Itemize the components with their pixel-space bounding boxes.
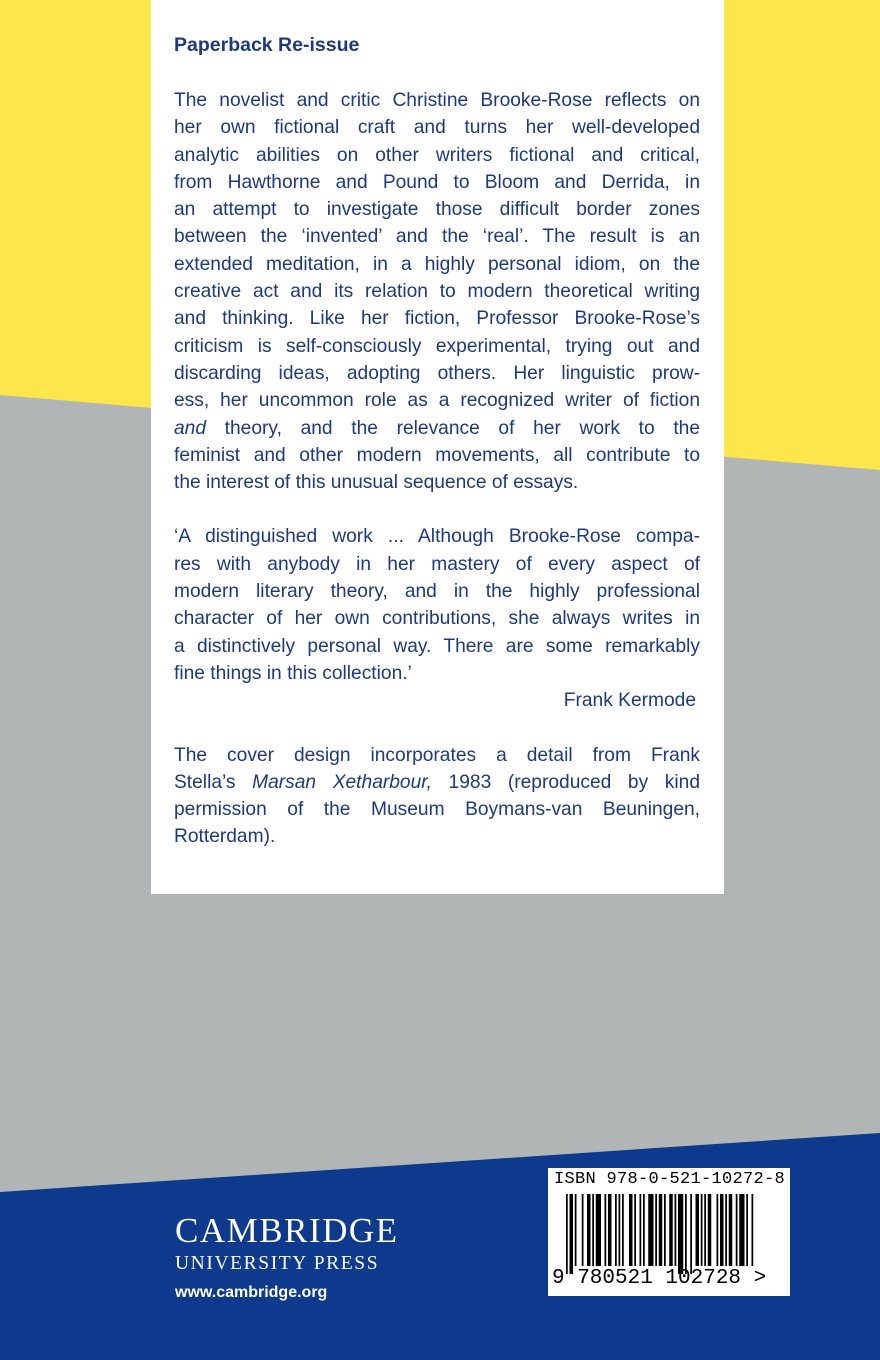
description-paragraph <box>174 87 700 496</box>
blurb-emphasis: and <box>174 417 207 439</box>
quote-line: fine things in this collection.’ <box>174 662 412 684</box>
isbn-label: ISBN 978-0-521-10272-8 <box>554 1170 786 1189</box>
quote-attribution: Frank Kermode <box>563 690 696 712</box>
barcode-bar <box>717 1194 719 1266</box>
credit-line: Rotterdam). <box>174 826 276 848</box>
isbn-barcode <box>548 1168 790 1296</box>
barcode-bar <box>720 1194 724 1266</box>
publisher-name: CAMBRIDGE <box>175 1211 399 1250</box>
barcode-bar <box>746 1194 748 1266</box>
barcode-bar <box>575 1194 577 1266</box>
blurb-line: from Hawthorne and Pound to Bloom and Derrida, in <box>174 171 700 193</box>
blurb-line: creative act and its relation to modern theoretical writing <box>174 281 700 303</box>
barcode-bar <box>659 1194 663 1266</box>
cover-credit <box>174 742 700 851</box>
blurb-line: between the ‘invented’ and the ‘real’. The result is an <box>174 226 700 248</box>
barcode-bar <box>704 1194 706 1266</box>
barcode-bar <box>640 1194 642 1266</box>
barcode-bar <box>669 1194 673 1266</box>
barcode-digits: 9 780521 102728 > <box>552 1267 767 1290</box>
barcode-bar <box>675 1194 677 1266</box>
credit-line <box>174 769 700 796</box>
barcode-bar <box>690 1194 692 1274</box>
barcode-bar <box>608 1194 612 1266</box>
blurb-line: criticism is self-consciously experimental, trying out and <box>174 335 700 357</box>
blurb-line: her own fictional craft and turns her well-developed <box>174 117 700 139</box>
artwork-title: Marsan Xetharbour, <box>252 771 432 793</box>
quote-line: ‘A distinguished work ... Although Brooke-Rose compa- <box>174 526 700 548</box>
publisher-logo <box>175 1213 399 1303</box>
barcode-bar <box>596 1194 601 1266</box>
barcode-bar <box>619 1194 621 1266</box>
barcode-bar <box>685 1194 687 1274</box>
review-quote <box>174 523 700 714</box>
blurb-line: discarding ideas, adopting others. Her linguistic prow- <box>174 362 700 384</box>
barcode-bar <box>566 1194 568 1274</box>
panel-heading: Paperback Re-issue <box>174 34 360 56</box>
barcode-bar <box>587 1194 591 1266</box>
blurb-line: an attempt to investigate those difficult border zones <box>174 199 700 221</box>
barcode-bar <box>570 1194 574 1274</box>
blurb-panel <box>151 0 724 894</box>
credit-text: Stella’s <box>174 771 253 793</box>
barcode-bar <box>655 1194 657 1266</box>
blurb-line: The novelist and critic Christine Brooke-Rose reflects on <box>174 90 700 111</box>
barcode-bar <box>729 1194 733 1266</box>
blurb-line <box>174 415 700 442</box>
barcode-bar <box>708 1194 712 1266</box>
barcode-bar <box>664 1194 666 1266</box>
blurb-line: the interest of this unusual sequence of essays. <box>174 472 579 494</box>
barcode-bar <box>736 1194 738 1266</box>
barcode-bar <box>701 1194 703 1266</box>
barcode-bar <box>752 1194 754 1266</box>
credit-line: permission of the Museum Boymans-van Beuningen, <box>174 799 700 821</box>
publisher-subtitle: UNIVERSITY PRESS <box>175 1253 380 1274</box>
barcode-bar <box>622 1194 624 1266</box>
barcode-bar <box>725 1194 727 1266</box>
credit-text: 1983 (reproduced by kind <box>431 771 700 793</box>
quote-line: res with anybody in her mastery of every aspect of <box>174 553 700 575</box>
barcode-bar <box>648 1194 653 1266</box>
blurb-line: feminist and other modern movements, all contribute to <box>174 444 700 466</box>
blurb-line-rest: theory, and the relevance of her work to the <box>206 417 700 439</box>
barcode-bar <box>696 1194 700 1266</box>
barcode-bar <box>582 1194 584 1266</box>
publisher-url: www.cambridge.org <box>175 1284 328 1301</box>
barcode-bar <box>615 1194 617 1266</box>
blurb-line: extended meditation, in a highly personal idiom, on the <box>174 253 700 275</box>
barcode-bar <box>605 1194 607 1266</box>
barcode-bar <box>643 1194 645 1266</box>
blurb-line: and thinking. Like her fiction, Professor Brooke-Rose’s <box>174 308 700 330</box>
blurb-line: ess, her uncommon role as a recognized writer of fiction <box>174 390 700 412</box>
credit-line: The cover design incorporates a detail from Frank <box>174 744 700 766</box>
quote-line: modern literary theory, and in the highly professional <box>174 581 700 603</box>
barcode-bar <box>678 1194 683 1274</box>
quote-line: a distinctively personal way. There are some remarkably <box>174 635 700 657</box>
barcode-bar <box>629 1194 633 1266</box>
barcode-bar <box>592 1194 594 1266</box>
quote-line: character of her own contributions, she always writes in <box>174 608 700 630</box>
barcode-bar <box>634 1194 636 1266</box>
blurb-line: analytic abilities on other writers fictional and critical, <box>174 144 700 166</box>
barcode-bar <box>739 1194 744 1266</box>
